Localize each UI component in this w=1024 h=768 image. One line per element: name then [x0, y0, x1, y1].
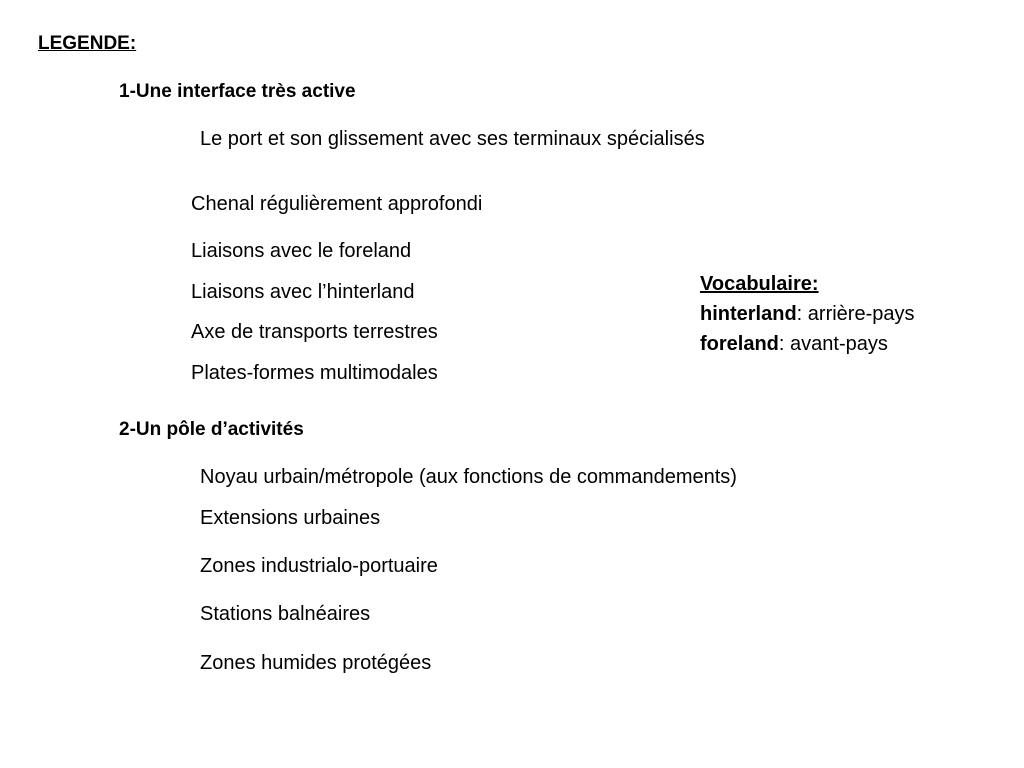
section-1-heading: 1-Une interface très active [119, 81, 356, 102]
legend-item-zones-industrialo: Zones industrialo-portuaire [200, 555, 438, 577]
legend-item-port: Le port et son glissement avec ses terminaux spécialisés [200, 128, 705, 150]
vocabulary-box [700, 274, 914, 364]
legend-item-hinterland: Liaisons avec l’hinterland [191, 281, 415, 303]
vocabulary-entry-hinterland [700, 304, 914, 324]
legend-title: LEGENDE: [38, 33, 137, 54]
vocabulary-heading: Vocabulaire: [700, 273, 819, 295]
legend-item-chenal: Chenal régulièrement approfondi [191, 193, 483, 215]
vocabulary-definition: : arrière-pays [796, 303, 915, 325]
legend-item-foreland: Liaisons avec le foreland [191, 240, 412, 262]
legend-item-axe-transports: Axe de transports terrestres [191, 321, 438, 343]
section-2-heading: 2-Un pôle d’activités [119, 419, 304, 440]
vocabulary-definition: : avant-pays [778, 333, 888, 355]
legend-item-zones-humides: Zones humides protégées [200, 652, 432, 674]
legend-item-plates-formes: Plates-formes multimodales [191, 362, 438, 384]
legend-item-noyau-urbain: Noyau urbain/métropole (aux fonctions de commandements) [200, 466, 737, 488]
legend-item-stations-balneaires: Stations balnéaires [200, 603, 371, 625]
vocabulary-entry-foreland [700, 334, 914, 354]
vocabulary-term: hinterland [700, 303, 797, 325]
legend-item-extensions-urbaines: Extensions urbaines [200, 507, 381, 529]
vocabulary-term: foreland [700, 333, 779, 355]
